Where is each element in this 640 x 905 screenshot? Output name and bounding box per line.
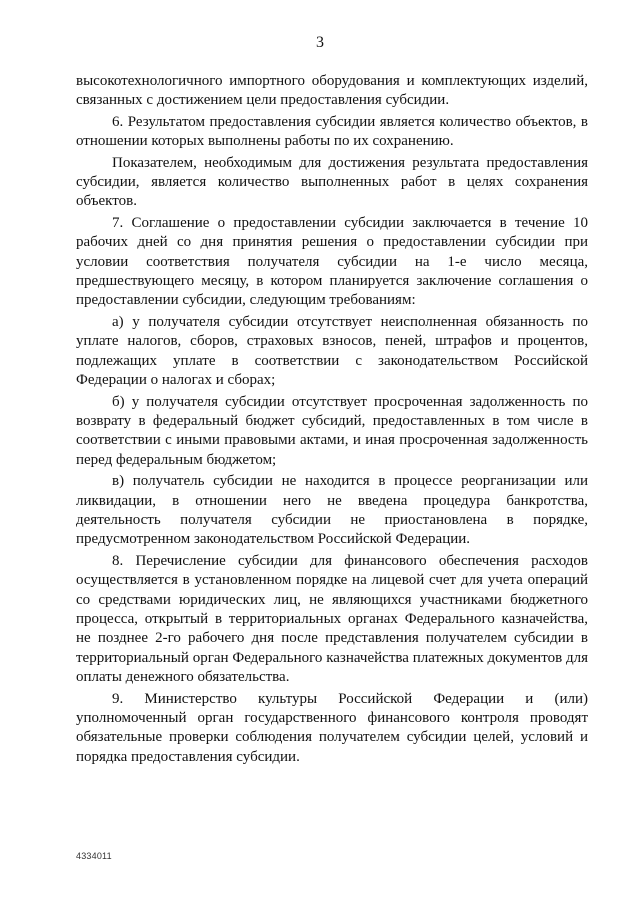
paragraph-item-6: 6. Результатом предоставления субсидии является количество объектов, в отношении которых выполнены работы по их сохранению.	[76, 113, 588, 150]
paragraph-item-7: 7. Соглашение о предоставлении субсидии заключается в течение 10 рабочих дней со дня принятия решения о предоставлении субсидии при условии соответствия получателя субсидии на 1-е число месяца, предшествующего месяцу, в котором планируется заключение соглашения о предоставлении субсидии, следующим требованиям:	[76, 214, 588, 309]
document-code: 4334011	[76, 851, 112, 861]
paragraph-continuation: высокотехнологичного импортного оборудования и комплектующих изделий, связанных с достижением цели предоставления субсидии.	[76, 73, 588, 109]
paragraph-item-8: 8. Перечисление субсидии для финансового обеспечения расходов осуществляется в установленном порядке на лицевой счет для учета операций со средствами юридических лиц, не являющихся участниками бюджетного процесса, открытый в территориальных органах Федерального казначейства, не позднее 2-го рабочего дня после представления получателем субсидии в территориальный орган Федерального казначейства платежных документов для оплаты денежного обязательства.	[76, 552, 588, 686]
page-number: 3	[316, 34, 324, 51]
paragraph-subitem-b: б) у получателя субсидии отсутствует просроченная задолженность по возврату в федеральный бюджет субсидий, предоставленных в том числе в соответствии с иными правовыми актами, и иная просроченная задолженность перед федеральным бюджетом;	[76, 393, 588, 468]
paragraph-subitem-v: в) получатель субсидии не находится в процессе реорганизации или ликвидации, в отношении него не введена процедура банкротства, деятельность получателя субсидии не приостановлена в порядке, предусмотренном законодательством Российской Федерации.	[76, 473, 588, 548]
paragraph-indicator: Показателем, необходимым для достижения результата предоставления субсидии, является количество выполненных работ в целях сохранения объектов.	[76, 154, 588, 210]
paragraph-subitem-a: а) у получателя субсидии отсутствует неисполненная обязанность по уплате налогов, сборов, страховых взносов, пеней, штрафов и процентов, подлежащих уплате в соответствии с законодательством Российской Федерации о налогах и сборах;	[76, 313, 588, 389]
paragraph-item-9: 9. Министерство культуры Российской Федерации и (или) уполномоченный орган государственного финансового контроля проводят обязательные проверки соблюдения получателем субсидии целей, условий и порядка предоставления субсидии.	[76, 690, 588, 765]
document-body	[76, 72, 588, 767]
